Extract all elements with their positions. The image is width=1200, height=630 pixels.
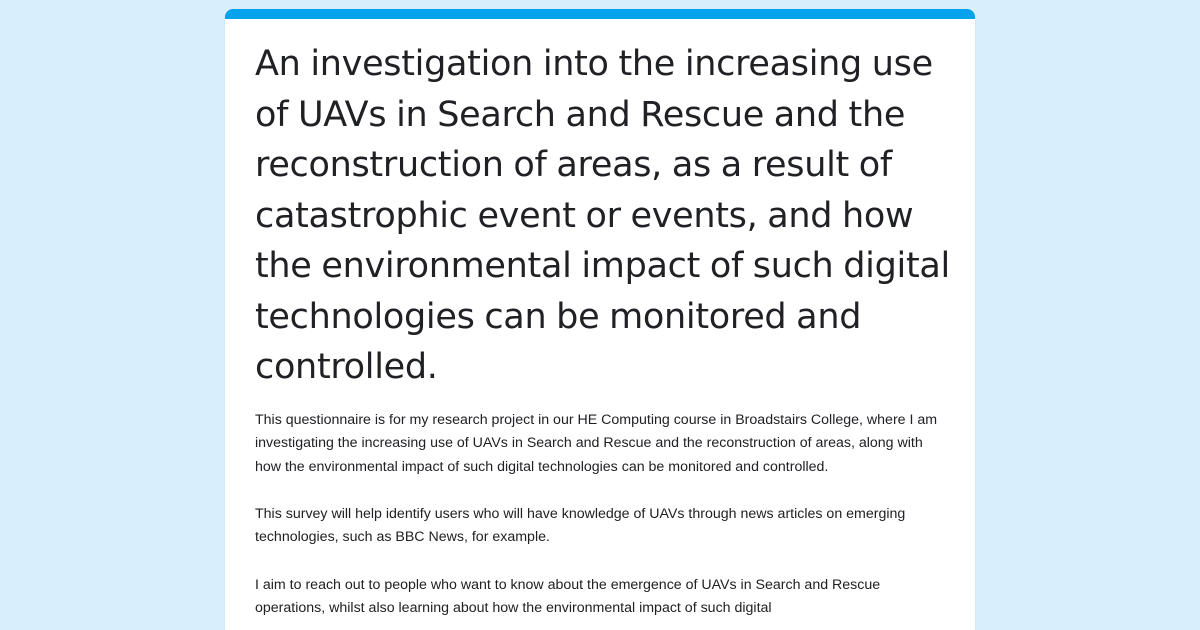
form-title: An investigation into the increasing use of UAVs in Search and Rescue and the reconstruction of areas, as a result of catastrophic event or events, and how the environmental impact of such digital technologies can be monitored and controlled. — [255, 44, 950, 387]
description-paragraph-2: This survey will help identify users who will have knowledge of UAVs through news articles on emerging technologies, such as BBC News, for example. — [255, 505, 906, 546]
description-paragraph-3: I aim to reach out to people who want to know about the emergence of UAVs in Search and Rescue operations, whilst also learning about how the environmental impact of such digital — [255, 576, 881, 617]
card-content — [255, 39, 951, 630]
card-accent-bar — [225, 9, 975, 19]
description-paragraph-1: This questionnaire is for my research project in our HE Computing course in Broadstairs College, where I am investigating the increasing use of UAVs in Search and Rescue and the reconstruction of areas, along with how the environmental impact of such digital technologies can be monitored and controlled. — [255, 411, 938, 475]
form-header-card — [225, 9, 975, 630]
form-description — [255, 409, 945, 621]
